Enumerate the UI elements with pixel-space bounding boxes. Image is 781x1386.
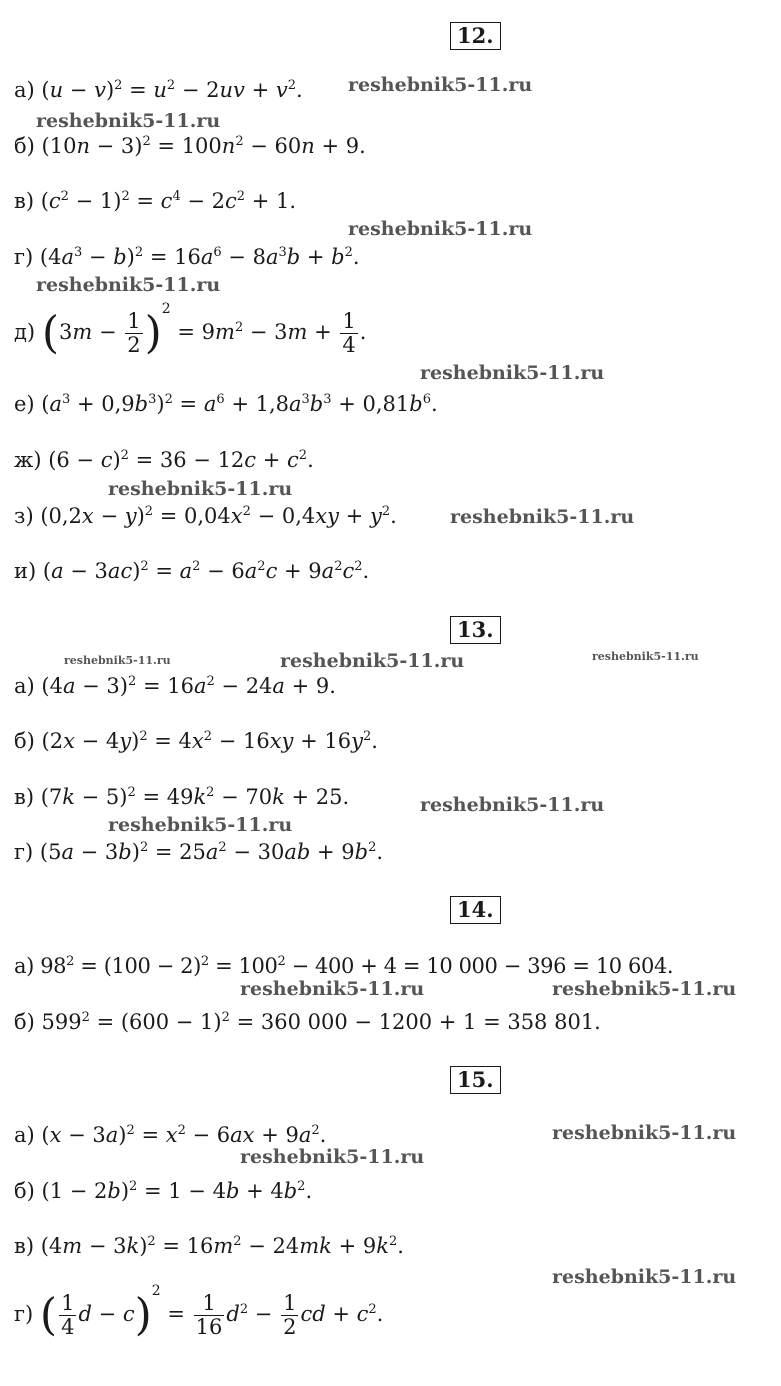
exercise-15-v: в) $(4m - 3k)^2 = 16m^2 - 24mk + 9k^2$.	[14, 1234, 404, 1258]
exercise-number-15: 15.	[450, 1066, 501, 1094]
watermark: reshebnik5-11.ru	[450, 506, 635, 528]
exercise-12-e: е) $(a^3 + 0,9b^3)^2 = a^6 + 1,8a^3b^3 + 0,81b^6$.	[14, 392, 438, 416]
exercise-12-z: з) $(0,2x - y)^2 = 0,04x^2 - 0,4xy + y^2$.	[14, 504, 397, 528]
exercise-12-zh: ж) $(6 - c)^2 = 36 - 12c + c^2$.	[14, 448, 314, 472]
watermark: reshebnik5-11.ru	[240, 978, 425, 1000]
exercise-15-a: а) $(x - 3a)^2 = x^2 - 6ax + 9a^2$.	[14, 1123, 327, 1147]
exercise-12-g: г) $(4a^3 - b)^2 = 16a^6 - 8a^3b + b^2$.	[14, 245, 360, 269]
watermark: reshebnik5-11.ru	[240, 1146, 425, 1168]
exercise-number-12: 12.	[450, 22, 501, 50]
watermark: reshebnik5-11.ru	[420, 794, 605, 816]
watermark: reshebnik5-11.ru	[280, 650, 465, 672]
exercise-12-v: в) $(c^2 - 1)^2 = c^4 - 2c^2 + 1$.	[14, 189, 297, 213]
watermark: reshebnik5-11.ru	[36, 110, 221, 132]
watermark: reshebnik5-11.ru	[420, 362, 605, 384]
exercise-number-13: 13.	[450, 616, 501, 644]
watermark: reshebnik5-11.ru	[592, 650, 699, 663]
exercise-14-a: а) $98^2 = (100 - 2)^2 = 100^2 - 400 + 4 = 10$ 000 − 396 = 10 604.	[14, 954, 674, 978]
exercise-12-i: и) $(a - 3ac)^2 = a^2 - 6a^2c + 9a^2c^2$.	[14, 559, 370, 583]
watermark: reshebnik5-11.ru	[348, 74, 533, 96]
exercise-12-b: б) $(10n - 3)^2 = 100n^2 - 60n + 9$.	[14, 134, 366, 158]
exercise-12-a: а) $(u - v)^2 = u^2 - 2uv + v^2$.	[14, 78, 303, 102]
exercise-12-d: д) (3m − $\frac{1}{2}$ )$^2 = 9m^2 - 3m$ + $\frac{1}{4}$ .	[14, 301, 367, 359]
exercise-15-b: б) $(1 - 2b)^2 = 1 - 4b + 4b^2$.	[14, 1179, 313, 1203]
watermark: reshebnik5-11.ru	[552, 1266, 737, 1288]
exercise-14-b: б) $599^2 = (600 - 1)^2 = 360$ 000 − 1200 + 1 = 358 801.	[14, 1010, 601, 1034]
exercise-15-g: г) ( $\frac{1}{4}$ d − c)$^2$ = $\frac{1}{16}$ $d^2$ − $\frac{1}{2}$ cd + $c^2$.	[14, 1283, 384, 1341]
exercise-13-g: г) $(5a - 3b)^2 = 25a^2 - 30ab + 9b^2$.	[14, 840, 384, 864]
watermark: reshebnik5-11.ru	[36, 274, 221, 296]
exercise-number-14: 14.	[450, 896, 501, 924]
exercise-13-a: а) $(4a - 3)^2 = 16a^2 - 24a + 9$.	[14, 674, 336, 698]
watermark: reshebnik5-11.ru	[552, 1122, 737, 1144]
watermark: reshebnik5-11.ru	[552, 978, 737, 1000]
exercise-13-b: б) $(2x - 4y)^2 = 4x^2 - 16xy + 16y^2$.	[14, 729, 378, 753]
watermark: reshebnik5-11.ru	[348, 218, 533, 240]
watermark: reshebnik5-11.ru	[108, 478, 293, 500]
watermark: reshebnik5-11.ru	[64, 654, 171, 667]
watermark: reshebnik5-11.ru	[108, 814, 293, 836]
exercise-13-v: в) $(7k - 5)^2 = 49k^2 - 70k + 25$.	[14, 785, 350, 809]
